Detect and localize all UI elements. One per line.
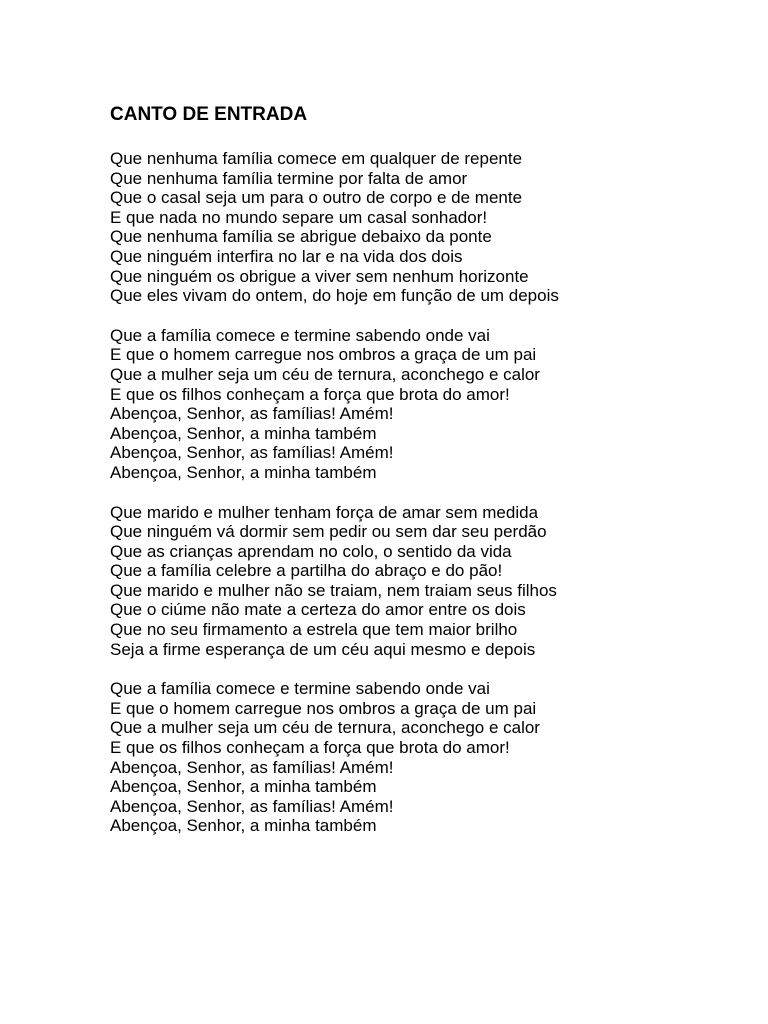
lyric-line: E que o homem carregue nos ombros a graça de um pai (110, 345, 537, 365)
lyric-line: Que a família celebre a partilha do abraço e do pão! (110, 561, 503, 581)
lyric-line: Que as crianças aprendam no colo, o sentido da vida (110, 541, 512, 561)
lyric-line: E que os filhos conheçam a força que brota do amor! (110, 738, 510, 758)
lyric-line: Abençoa, Senhor, as famílias! Amém! (110, 796, 394, 816)
lyric-line: Que marido e mulher tenham força de amar sem medida (110, 502, 539, 522)
lyric-line: Abençoa, Senhor, a minha também (110, 462, 377, 482)
page-title: CANTO DE ENTRADA (110, 104, 308, 125)
lyric-line: E que nada no mundo separe um casal sonhador! (110, 207, 488, 227)
lyric-line: Que a mulher seja um céu de ternura, aconchego e calor (110, 718, 540, 738)
stanza-3 (110, 503, 730, 660)
lyric-line: Que a família comece e termine sabendo onde vai (110, 679, 490, 699)
lyric-line: Abençoa, Senhor, a minha também (110, 423, 377, 443)
stanza-4-refrain (110, 679, 730, 836)
lyric-line: Que nenhuma família se abrigue debaixo da ponte (110, 227, 492, 247)
lyric-line: Que ninguém os obrigue a viver sem nenhum horizonte (110, 266, 529, 286)
lyric-line: Que marido e mulher não se traiam, nem traiam seus filhos (110, 580, 557, 600)
stanza-1 (110, 149, 730, 306)
document-page (110, 103, 730, 856)
lyric-line: E que o homem carregue nos ombros a graça de um pai (110, 698, 537, 718)
lyric-line: Que no seu firmamento a estrela que tem maior brilho (110, 620, 518, 640)
lyric-line: Que o casal seja um para o outro de corpo e de mente (110, 188, 523, 208)
lyric-line: Seja a firme esperança de um céu aqui mesmo e depois (110, 639, 536, 659)
lyric-line: Que ninguém interfira no lar e na vida dos dois (110, 246, 463, 266)
lyric-line: Que nenhuma família comece em qualquer de repente (110, 149, 523, 168)
lyric-line: Que eles vivam do ontem, do hoje em função de um depois (110, 286, 559, 306)
stanza-2-refrain (110, 326, 730, 483)
lyric-line: Abençoa, Senhor, as famílias! Amém! (110, 404, 394, 424)
lyric-line: Que ninguém vá dormir sem pedir ou sem dar seu perdão (110, 522, 547, 542)
lyric-line: E que os filhos conheçam a força que brota do amor! (110, 384, 510, 404)
lyric-line: Que nenhuma família termine por falta de amor (110, 168, 468, 188)
lyric-line: Abençoa, Senhor, as famílias! Amém! (110, 443, 394, 463)
lyric-line: Que a família comece e termine sabendo onde vai (110, 325, 490, 345)
lyric-line: Abençoa, Senhor, a minha também (110, 816, 377, 836)
lyric-line: Abençoa, Senhor, as famílias! Amém! (110, 757, 394, 777)
lyric-line: Que o ciúme não mate a certeza do amor entre os dois (110, 600, 526, 620)
lyric-line: Que a mulher seja um céu de ternura, aconchego e calor (110, 364, 540, 384)
lyric-line: Abençoa, Senhor, a minha também (110, 777, 377, 797)
